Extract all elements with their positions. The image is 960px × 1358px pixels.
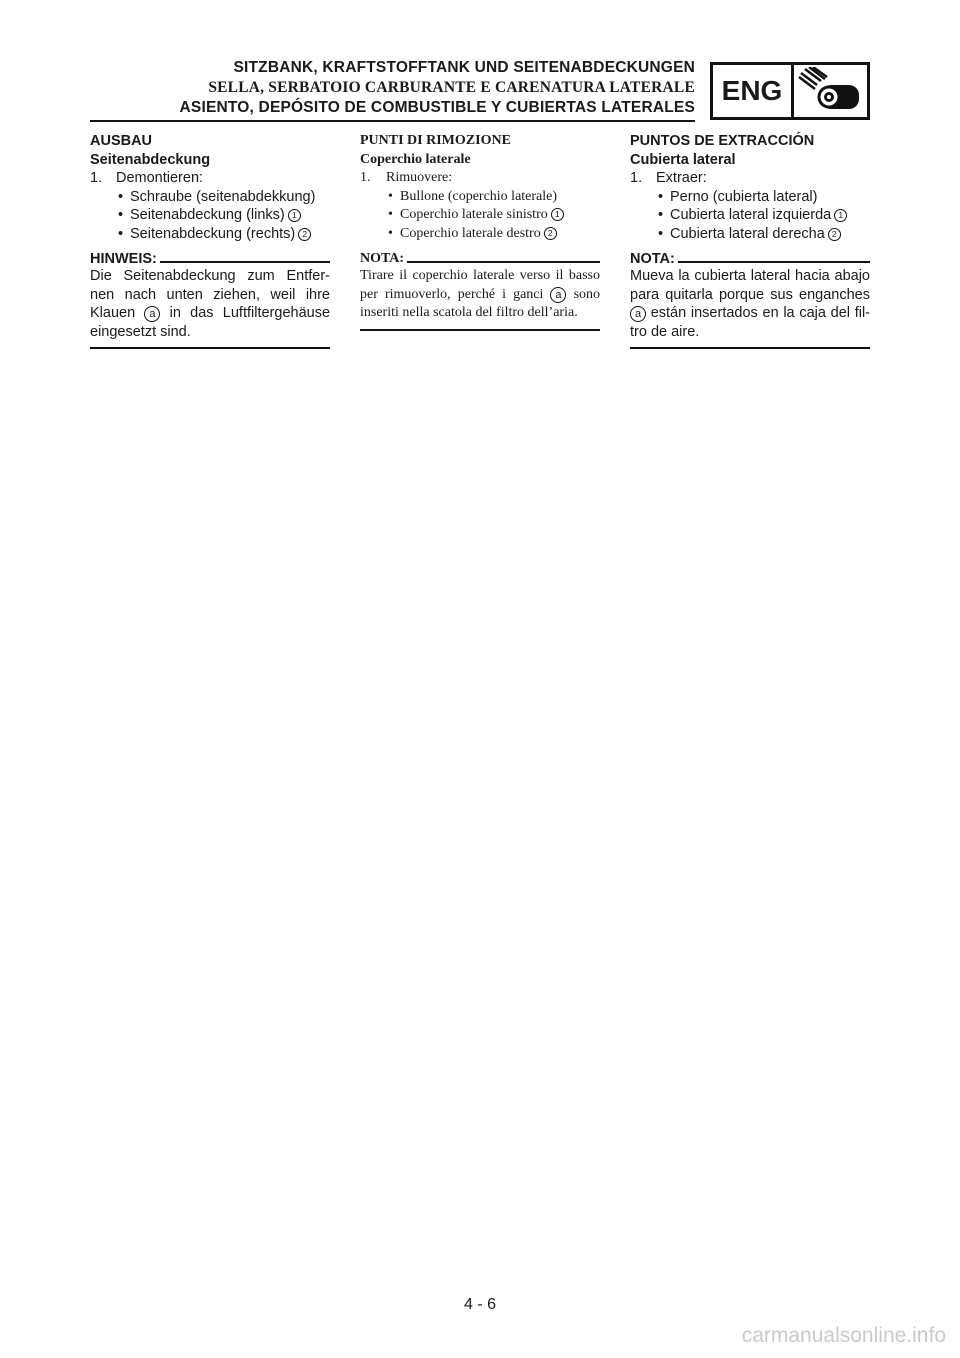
parts-list-de (90, 188, 330, 244)
note-rule (678, 261, 870, 263)
note-label: NOTA: (630, 251, 675, 267)
note-text-de: Die Seitenabdeckung zum Entfer-nen nach unten ziehen, weil ihre Klauen a in das Luftfiltergehäuse eingesetzt sind. (90, 268, 331, 340)
list-item: • Schraube (seitenabdekkung) (116, 188, 330, 207)
list-item: • Coperchio laterale destro 2 (386, 225, 600, 244)
spanish-column (630, 132, 870, 349)
subheading-es: Cubierta lateral (630, 151, 736, 168)
step-text: Extraer: (656, 170, 707, 186)
list-item: • Cubierta lateral izquierda 1 (656, 206, 870, 225)
callout-mark: a (144, 306, 160, 322)
heading-it: PUNTI DI RIMOZIONE (360, 133, 511, 148)
subheading-it: Coperchio laterale (360, 151, 471, 167)
callout-mark: a (550, 287, 566, 303)
parts-list-it (360, 188, 600, 244)
step-text: Demontieren: (116, 170, 204, 186)
german-column (90, 132, 330, 349)
step-it (360, 169, 600, 188)
title-spanish: ASIENTO, DEPÓSITO DE COMBUSTIBLE Y CUBIERTAS LATERALES (179, 99, 695, 116)
note-rule (160, 261, 330, 263)
page-header (90, 58, 870, 124)
note-header-it (360, 251, 600, 267)
callout-mark: 1 (834, 209, 847, 222)
note-label: NOTA: (360, 251, 405, 266)
list-item: • Perno (cubierta lateral) (656, 188, 870, 207)
subheading-de: Seitenabdeckung (90, 151, 211, 168)
section-titles (180, 58, 695, 118)
header-rule (90, 120, 695, 122)
step-number: 1. (360, 170, 371, 185)
section-badge (710, 62, 870, 120)
note-header-es (630, 251, 870, 267)
list-item: • Cubierta lateral derecha 2 (656, 225, 870, 244)
step-text: Rimuovere: (386, 170, 453, 185)
note-header-de (90, 251, 330, 267)
step-de (90, 169, 330, 188)
watermark: carmanualsonline.info (741, 1324, 946, 1347)
step-number: 1. (90, 170, 103, 186)
callout-mark: 2 (298, 228, 311, 241)
heading-de: AUSBAU (90, 133, 153, 149)
page-number: 4 - 6 (463, 1296, 496, 1313)
list-item: • Coperchio laterale sinistro 1 (386, 206, 600, 225)
callout-mark: a (630, 306, 646, 322)
note-end-rule (90, 347, 330, 349)
engine-parts-icon (794, 65, 867, 117)
list-item: • Seitenabdeckung (links) 1 (116, 206, 330, 225)
note-end-rule (630, 347, 870, 349)
callout-mark: 2 (544, 227, 557, 240)
heading-es: PUNTOS DE EXTRACCIÓN (630, 133, 815, 149)
title-italian: SELLA, SERBATOIO CARBURANTE E CARENATURA LATERALE (208, 79, 695, 96)
callout-mark: 1 (288, 209, 301, 222)
callout-mark: 2 (828, 228, 841, 241)
note-label: HINWEIS: (90, 251, 157, 267)
callout-mark: 1 (551, 208, 564, 221)
note-rule (407, 261, 600, 263)
note-end-rule (360, 329, 600, 331)
step-es (630, 169, 870, 188)
title-german: SITZBANK, KRAFTSTOFFTANK UND SEITENABDECKUNGEN (233, 59, 695, 76)
badge-label: ENG (713, 65, 794, 117)
step-number: 1. (630, 170, 643, 186)
list-item: • Seitenabdeckung (rechts) 2 (116, 225, 330, 244)
list-item: • Bullone (coperchio laterale) (386, 188, 600, 207)
note-text-it: Tirare il coperchio laterale verso il basso per rimuoverlo, perché i ganci a sono inseriti nella scatola del filtro dell’aria. (360, 268, 601, 320)
parts-list-es (630, 188, 870, 244)
italian-column (360, 132, 600, 331)
note-text-es: Mueva la cubierta lateral hacia abajo para quitarla porque sus enganches a están insertados en la caja del fil-tro de aire. (630, 268, 870, 340)
